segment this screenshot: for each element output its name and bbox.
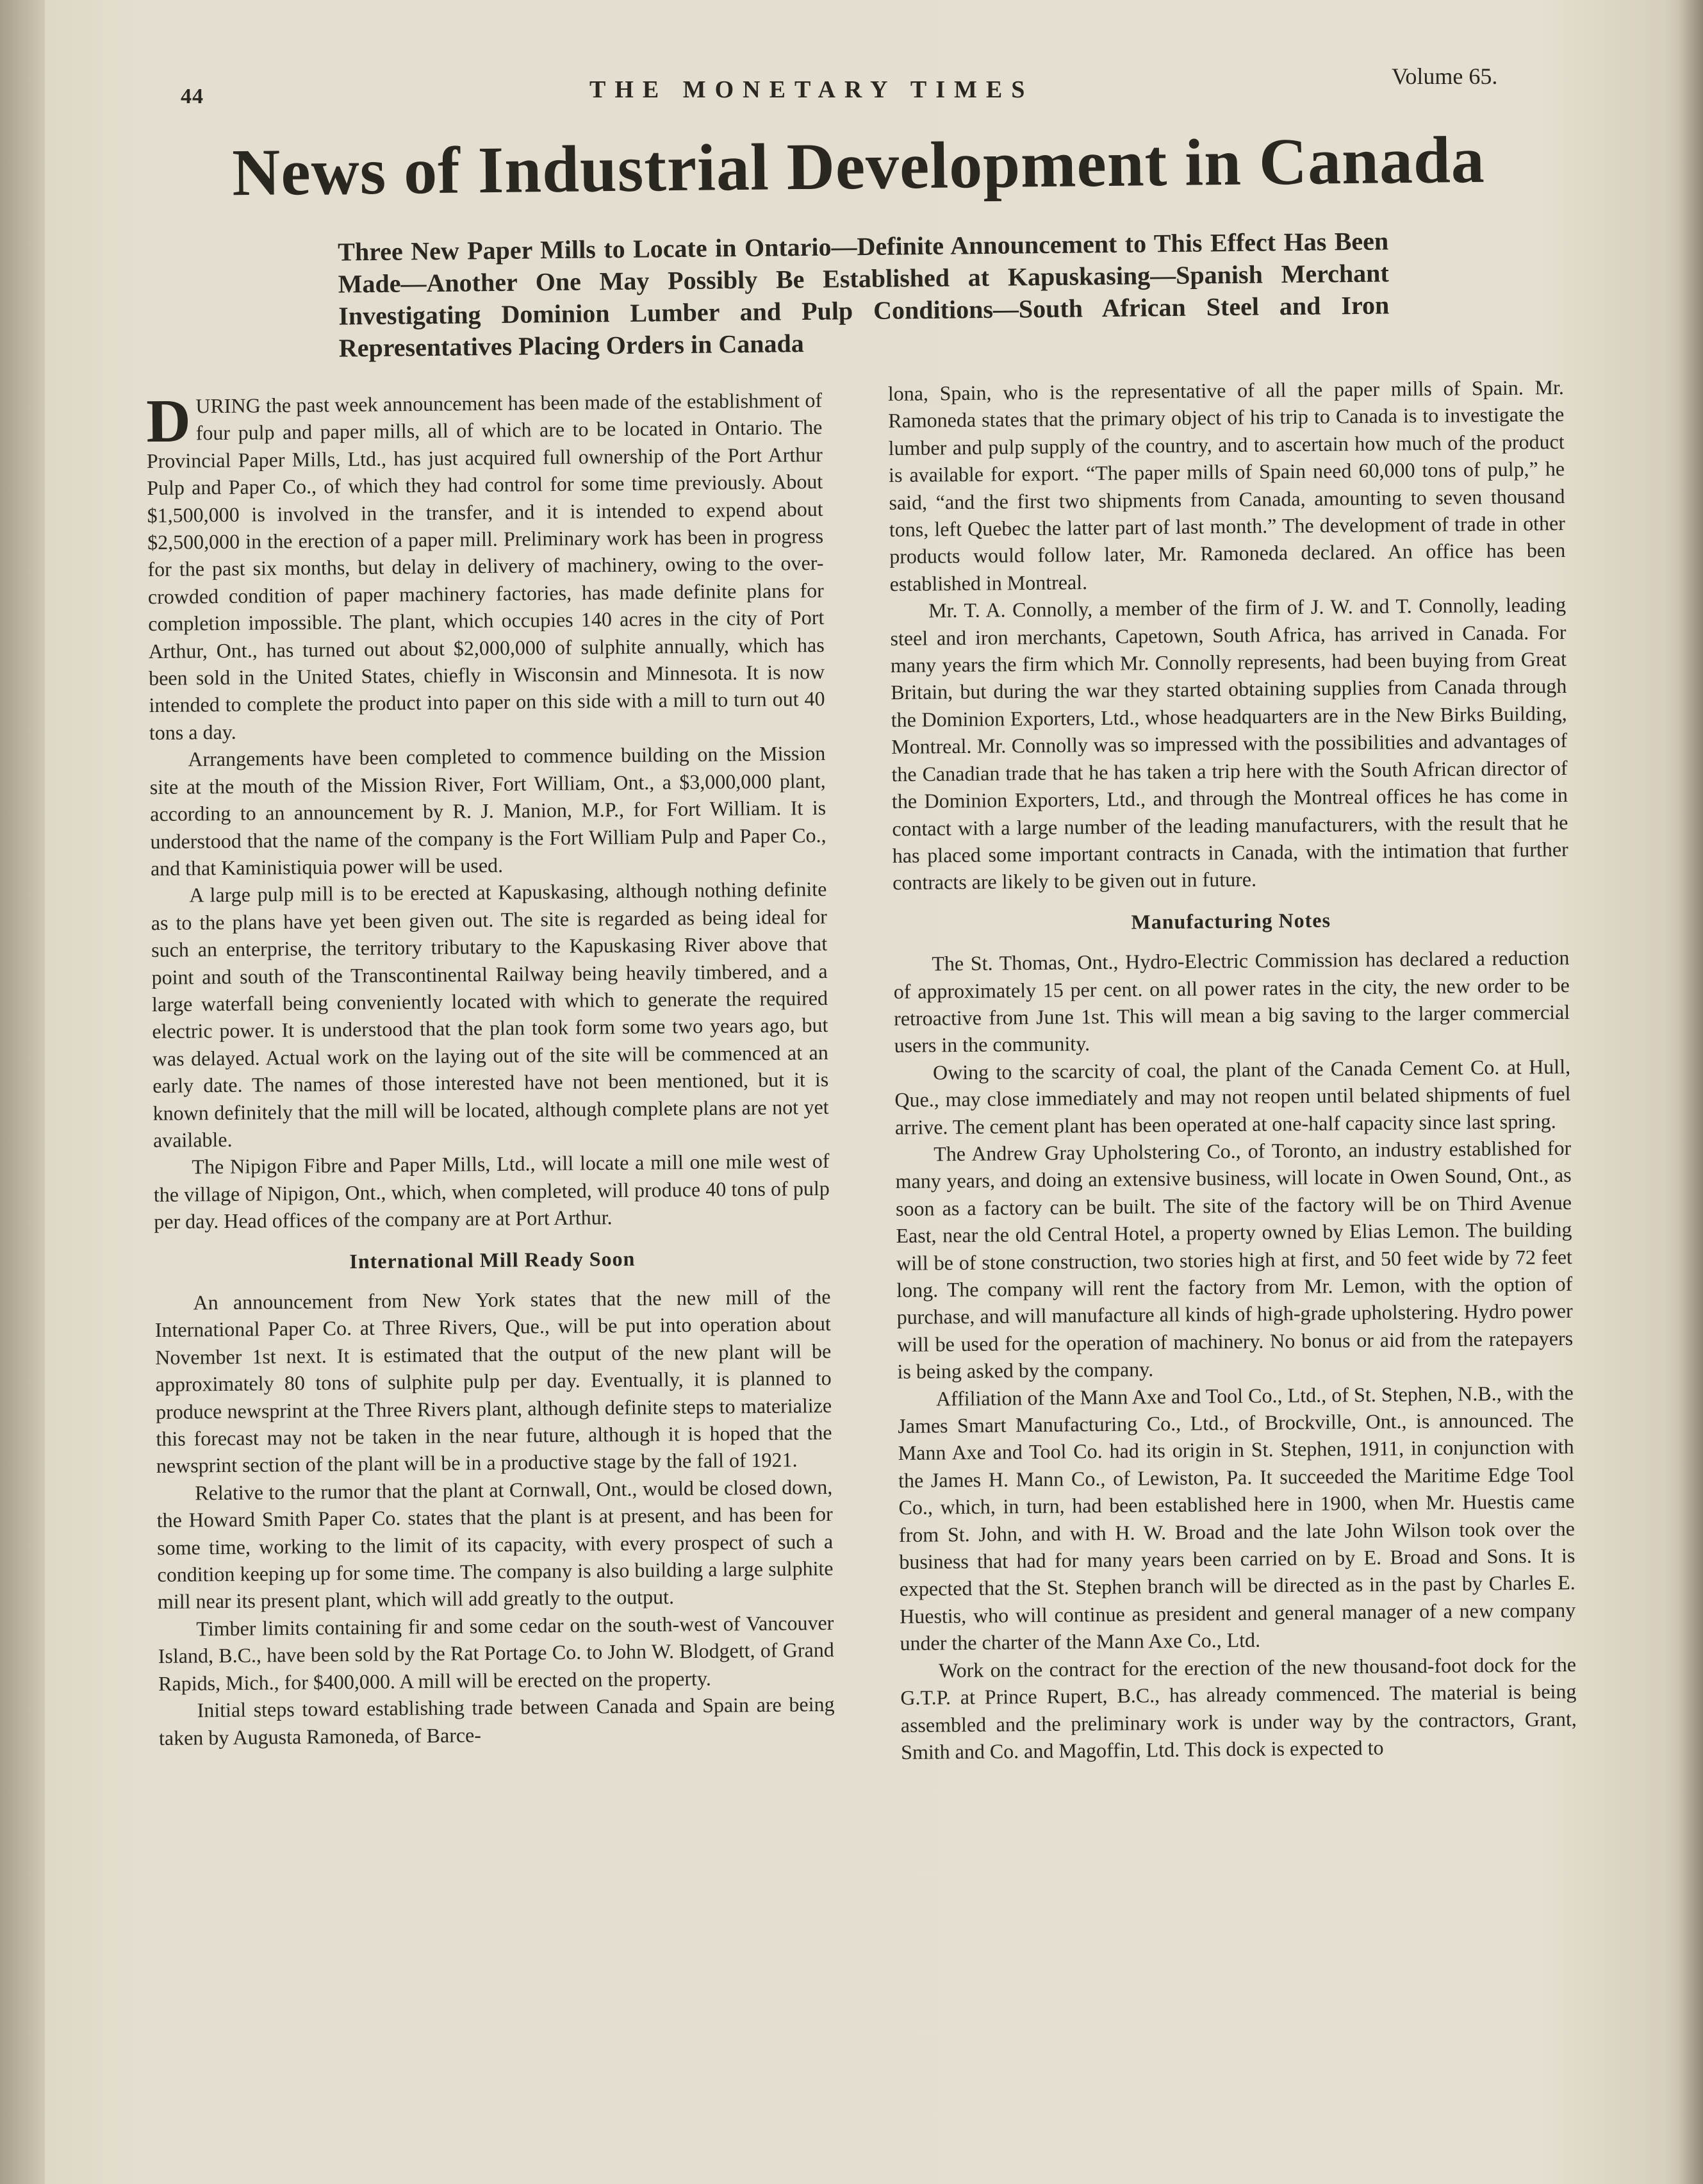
paragraph-3: The St. Thomas, Ont., Hydro-Electric Commission has declared a reduction of approximately 15 per cent. on all power rates in the city, the new order to be retroactive from June 1st. This will mean a big saving to the larger commercial users in the community. (893, 946, 1570, 1057)
article-headline: News of Industrial Development in Canada (231, 122, 1486, 210)
paragraph-text: URING the past week announcement has been made of the establishment of four pulp and paper mills, all of which are to be located in Ontario. The Provincial Paper Mills, Ltd., has just acquired full ownership of the Port Arthur Pulp and Paper Co., of which they had control for some time previously. About $1,500,000 is involved in the transfer, and it is intended to expend about $2,500,000 in the erection of a paper mill. Preliminary work has been in progress for the past six months, but delay in delivery of machinery, owing to the over-crowded condition of paper machinery factories, has made definite plans for completion impossible. The plant, which occupies 140 acres in the city of Port Arthur, Ont., has turned out about $2,000,000 of sulphite annually, which has been sold in the United States, chiefly in Wisconsin and Minnesota. It is now intended to complete the product into paper on this side with a mill to turn out 40 tons a day. (146, 388, 825, 744)
drop-cap: D (145, 386, 192, 456)
paragraph-6: Relative to the rumor that the plant at Cornwall, Ont., would be closed down, the Howard Smith Paper Co. states that the plant is at present, and has been for some time, working to the limit of its capacity, with every prospect of such a condition keeping up for some time. The company is also building a large sulphite mill near its present plant, which will add greatly to the output. (156, 1475, 834, 1614)
paragraph-7: Work on the contract for the erection of the new thousand-foot dock for the G.T.P. at Prince Rupert, B.C., has already commenced. The material is being assembled and the preliminary work is under way by the contractors, Grant, Smith and Co. and Magoffin, Ltd. This dock is expected to (900, 1652, 1577, 1764)
publication-title: THE MONETARY TIMES (589, 76, 1034, 103)
subhead-international-mill: International Mill Ready Soon (349, 1246, 636, 1273)
paragraph-7: Timber limits containing fir and some cedar on the south-west of Vancouver Island, B.C., have been sold by the Rat Portage Co. to John W. Blodgett, of Grand Rapids, Mich., for $400,000. A mill will be erected on the property. (158, 1610, 834, 1695)
paragraph-4: The Nipigon Fibre and Paper Mills, Ltd., will locate a mill one mile west of the village of Nipigon, Ont., which, when completed, will produce 40 tons of pulp per day. Head offices of the company are at Port Arthur. (153, 1149, 830, 1234)
paragraph-5: An announcement from New York states that the new mill of the International Paper Co. at Three Rivers, Que., will be put into operation about November 1st next. It is estimated that the output of the new plant will be approximately 80 tons of sulphite pulp per day. Eventually, it is planned to produce newsprint at the Three Rivers plant, although definite steps to materialize this forecast may not be taken in the near future, although it is hoped that the newsprint section of the plant will be in a productive stage by the fall of 1921. (154, 1284, 832, 1478)
subhead-manufacturing-notes: Manufacturing Notes (1131, 908, 1331, 934)
paragraph-2: Mr. T. A. Connolly, a member of the firm of J. W. and T. Connolly, leading steel and iron merchants, Capetown, South Africa, has arrived in Canada. For many years the firm which Mr. Connolly represents, had been buying from Great Britain, but during the war they started obtaining supplies from Canada through the Dominion Exporters, Ltd., whose headquarters are in the New Birks Building, Montreal. Mr. Connolly was so impressed with the possibilities and advantages of the Canadian trade that he has taken a trip here with the South African director of the Dominion Exporters, Ltd., and through the Montreal offices he has come in contact with a large number of the leading manufacturers, with the result that he has placed some important contracts in Canada, with the intimation that further contracts are likely to be given out in future. (890, 593, 1568, 895)
paragraph-5: The Andrew Gray Upholstering Co., of Toronto, an industry established for many years, and doing an extensive business, will locate in Owen Sound, Ont., as soon as a factory can be built. The site of the factory will be on Third Avenue East, near the old Central Hotel, a property owned by Elias Lemon. The building will be of stone construction, two stories high at first, and 50 feet wide by 72 feet long. The company will rent the factory from Mr. Lemon, with the option of purchase, and will manufacture all kinds of high-grade upholstering. Hydro power will be used for the operation of machinery. No bonus or aid from the ratepayers is being asked by the company. (895, 1136, 1574, 1384)
page-number: 44 (181, 85, 204, 108)
volume-label: Volume 65. (1392, 63, 1498, 89)
paragraph-8: Initial steps toward establishing trade between Canada and Spain are being taken by Augusta Ramoneda, of Barce- (158, 1692, 835, 1750)
paragraph-1: lona, Spain, who is the representative of all the paper mills of Spain. Mr. Ramoneda states that the primary object of his trip to Canada is to investigate the lumber and pulp supply of the country, and to ascertain how much of the product is available for export. “The paper mills of Spain need 60,000 tons of pulp,” he said, “and the first two shipments from Canada, amounting to seven thousand tons, left Quebec the latter part of last month.” The development of trade in other products would follow later, Mr. Ramoneda declared. An office has been established in Montreal. (887, 375, 1566, 595)
binding-shadow (0, 0, 45, 2184)
right-column (888, 374, 1577, 1766)
paragraph-4: Owing to the scarcity of coal, the plant of the Canada Cement Co. at Hull, Que., may close immediately and may not reopen until belated shipments of fuel arrive. The cement plant has been operated at one-half capacity since last spring. (894, 1054, 1571, 1139)
paragraph-2: Arrangements have been completed to commence building on the Mission site at the mouth of the Mission River, Fort William, Ont., a $3,000,000 plant, according to an announcement by R. J. Manion, M.P., for Fort William. It is understood that the name of the company is the Fort William Pulp and Paper Co., and that Kaministiquia power will be used. (149, 741, 827, 880)
article-deck: Three New Paper Mills to Locate in Ontario—Definite Announcement to This Effect Has Been Made—Another One May Possibly Be Established at Kapuskasing—Spanish Merchant Investigating Dominion Lumber and Pulp Conditions—South African Steel and Iron Representatives Placing Orders in Canada (338, 226, 1390, 363)
paragraph-6: Affiliation of the Mann Axe and Tool Co., Ltd., of St. Stephen, N.B., with the James Smart Manufacturing Co., Ltd., of Brockville, Ont., is announced. The Mann Axe and Tool Co. had its origin in St. Stephen, 1911, in conjunction with the James H. Mann Co., of Lewiston, Pa. It succeeded the Maritime Edge Tool Co., which, in turn, had been established here in 1900, when Mr. Huestis came from St. John, and with H. W. Broad and the late John Wilson took over the business that had for many years been carried on by E. Broad and Sons. It is expected that the St. Stephen branch will be directed as in the past by Charles E. Huestis, who will continue as president and general manager of a new company under the charter of the Mann Axe Co., Ltd. (898, 1380, 1576, 1655)
left-column (146, 386, 835, 1751)
paragraph-3: A large pulp mill is to be erected at Kapuskasing, although nothing definite as to the plans have yet been given out. The site is regarded as being ideal for such an enterprise, the territory tributary to the Kapuskasing River above that point and south of the Transcontinental Railway being heavily timbered, and a large waterfall being conveniently located with which to generate the required electric power. It is understood that the plan took form some two years ago, but was delayed. Actual work on the laying out of the site will be commenced at an early date. The names of those interested have not been mentioned, but it is known definitely that the mill will be located, although complete plans are not yet available. (151, 877, 829, 1152)
paragraph-1 (146, 386, 825, 746)
page-edge (1677, 0, 1703, 2184)
